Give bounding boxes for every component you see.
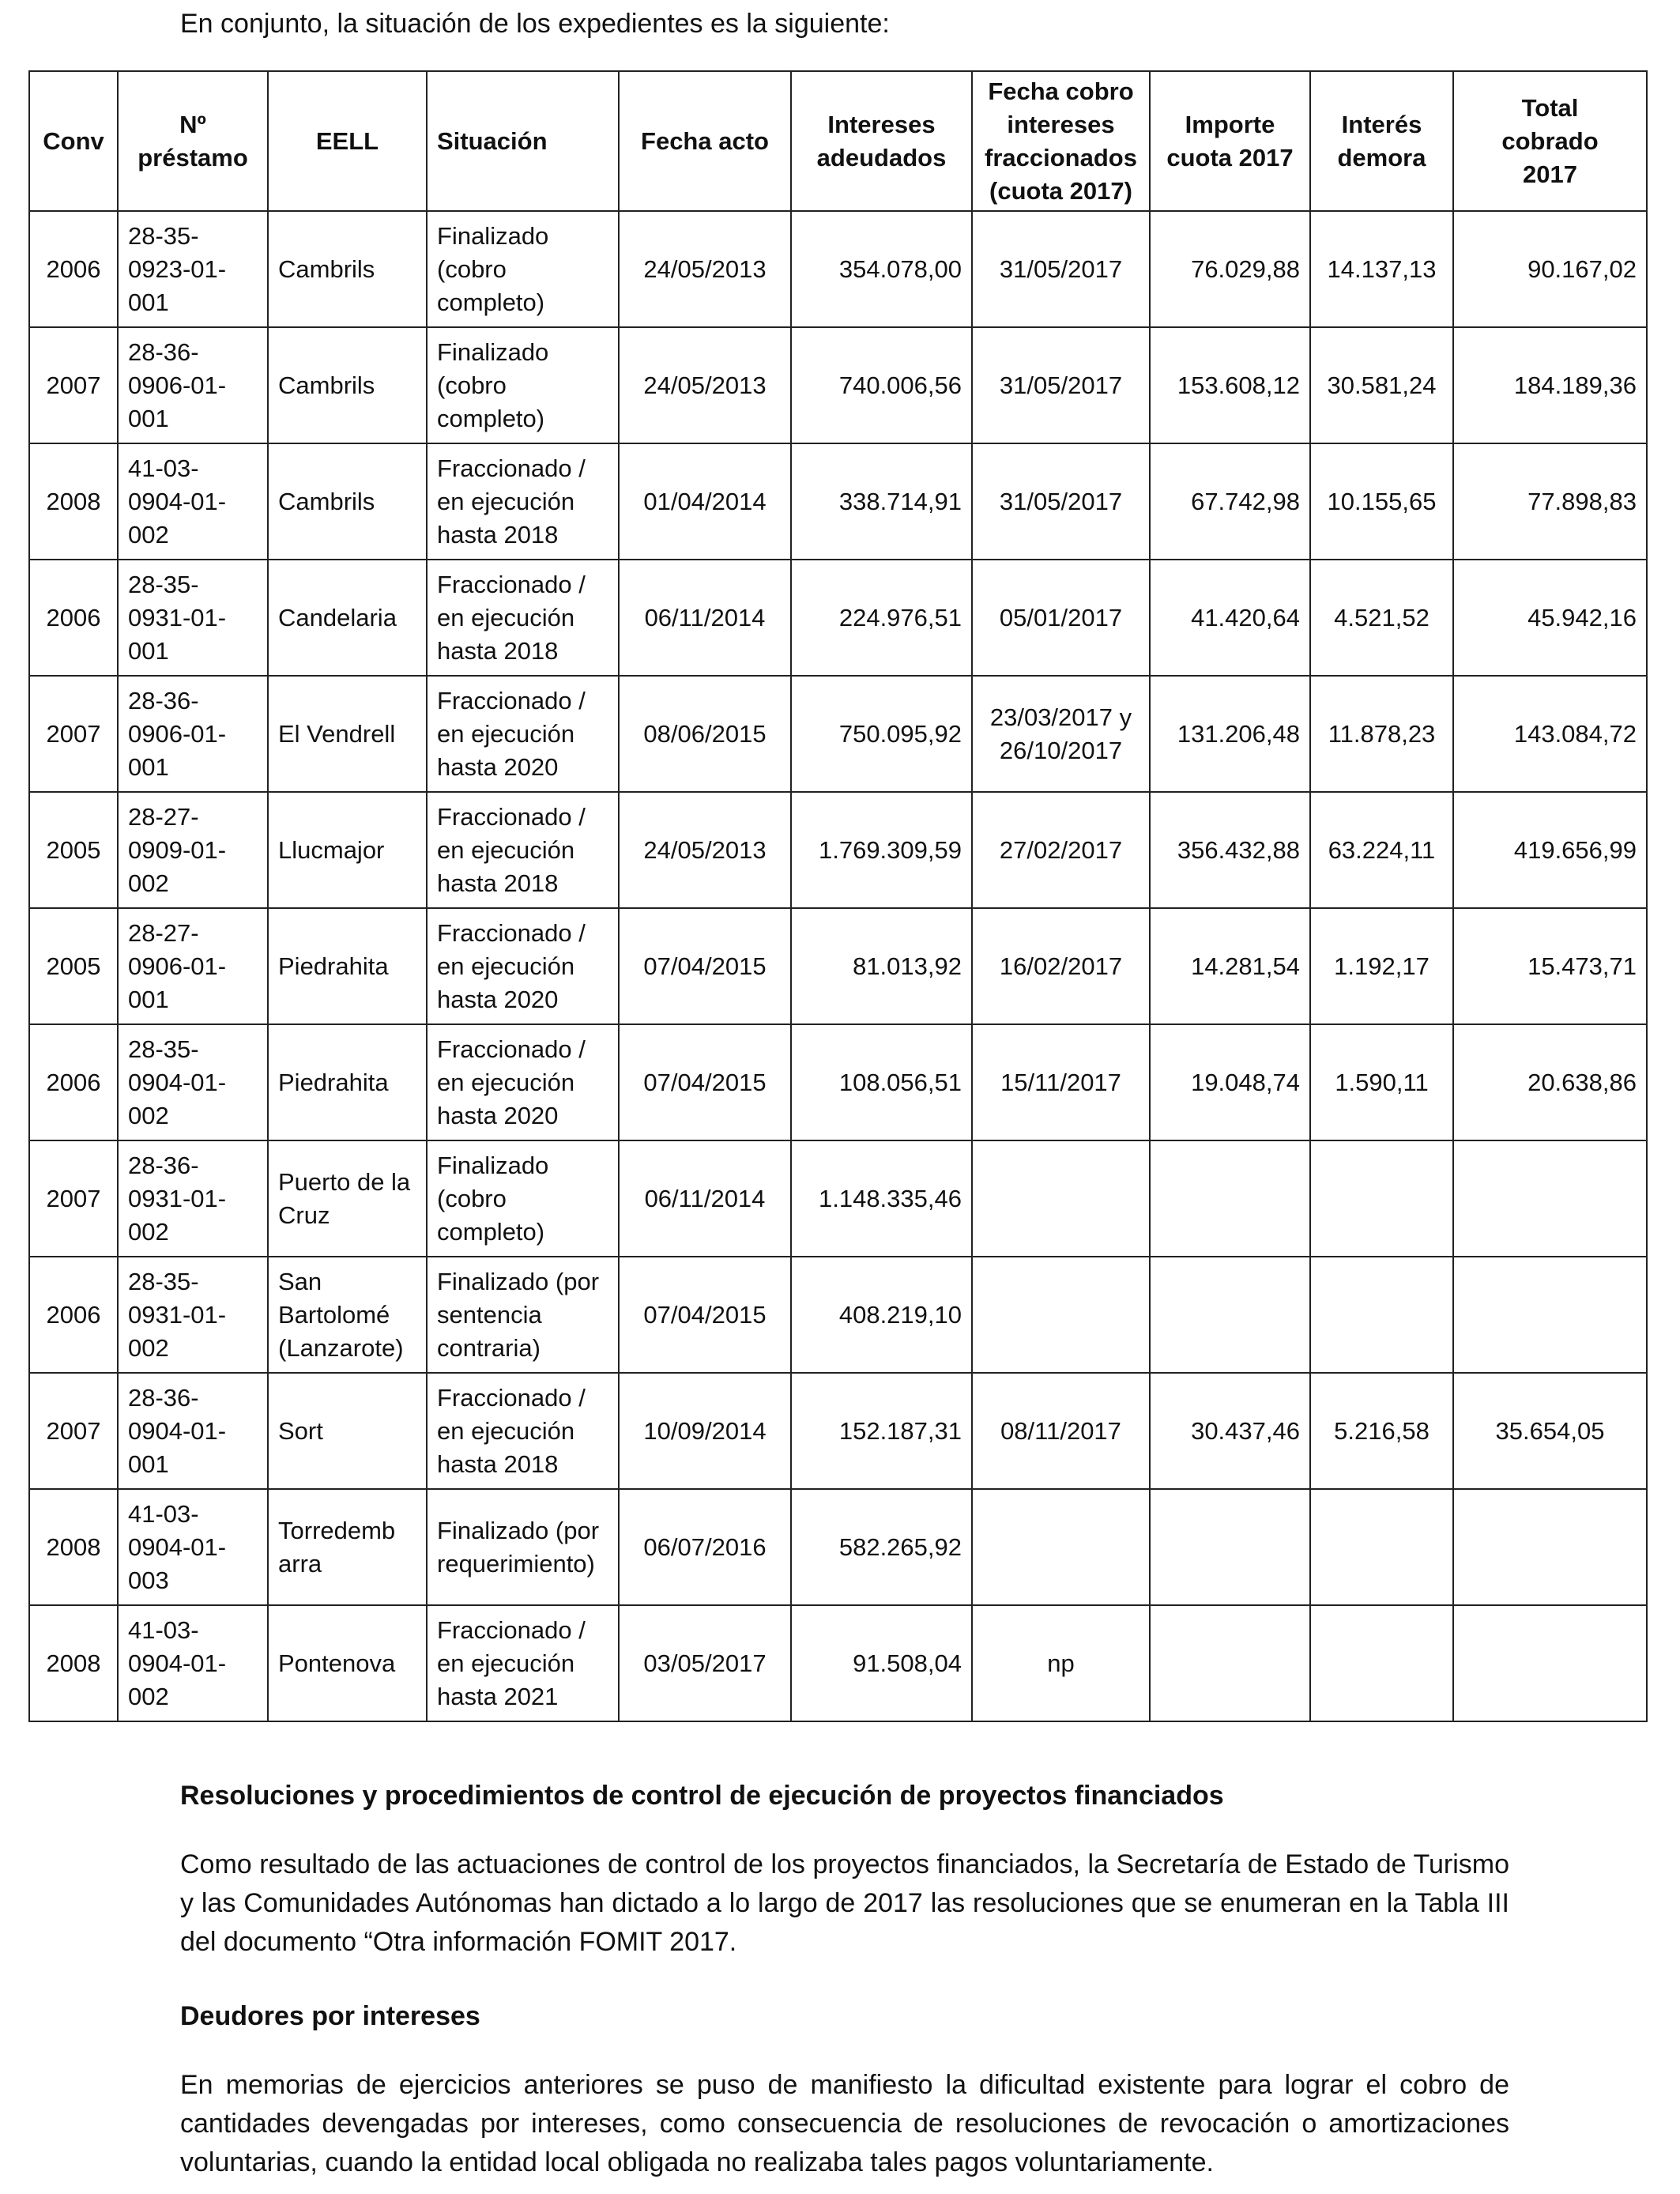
cell-importe-cuota: 30.437,46: [1150, 1373, 1310, 1489]
cell-eell: Piedrahita: [268, 908, 427, 1024]
cell-intereses-adeudados: 91.508,04: [791, 1605, 972, 1721]
cell-total-cobrado: 20.638,86: [1453, 1024, 1647, 1140]
cell-total-cobrado: 77.898,83: [1453, 443, 1647, 560]
cell-intereses-adeudados: 224.976,51: [791, 560, 972, 676]
header-eell: EELL: [268, 71, 427, 211]
cell-situacion: Finalizado (cobro completo): [427, 1140, 619, 1257]
cell-eell: Llucmajor: [268, 792, 427, 908]
table-row: [29, 1140, 1647, 1257]
cell-eell: Pontenova: [268, 1605, 427, 1721]
header-total-cobrado: Total cobrado 2017: [1453, 71, 1647, 211]
cell-fecha-cobro: 27/02/2017: [972, 792, 1150, 908]
cell-situacion: Fraccionado / en ejecución hasta 2018: [427, 560, 619, 676]
table-row: [29, 211, 1647, 327]
cell-prestamo: 41-03- 0904-01- 002: [118, 443, 268, 560]
cell-fecha-cobro: [972, 1140, 1150, 1257]
cell-fecha-acto: 07/04/2015: [619, 908, 791, 1024]
cell-prestamo: 28-27- 0909-01- 002: [118, 792, 268, 908]
cell-total-cobrado: 143.084,72: [1453, 676, 1647, 792]
cell-interes-demora: [1310, 1605, 1453, 1721]
cell-fecha-cobro: np: [972, 1605, 1150, 1721]
cell-interes-demora: 1.590,11: [1310, 1024, 1453, 1140]
cell-fecha-acto: 07/04/2015: [619, 1257, 791, 1373]
cell-fecha-acto: 07/04/2015: [619, 1024, 791, 1140]
cell-fecha-cobro: 15/11/2017: [972, 1024, 1150, 1140]
cell-conv: 2006: [29, 560, 118, 676]
cell-interes-demora: 10.155,65: [1310, 443, 1453, 560]
cell-fecha-acto: 10/09/2014: [619, 1373, 791, 1489]
table-row: [29, 1373, 1647, 1489]
cell-fecha-acto: 06/11/2014: [619, 560, 791, 676]
cell-importe-cuota: [1150, 1489, 1310, 1605]
header-situacion: Situación: [427, 71, 619, 211]
section-title-deudores: Deudores por intereses: [180, 2001, 480, 2031]
cell-intereses-adeudados: 740.006,56: [791, 327, 972, 443]
cell-fecha-cobro: 31/05/2017: [972, 327, 1150, 443]
cell-fecha-acto: 24/05/2013: [619, 327, 791, 443]
paragraph-resoluciones: Como resultado de las actuaciones de control de los proyectos financiados, la Secretaría de Estado de Turismo y las Comunidades Autónomas han dictado a lo largo de 2017 las resoluciones que se enumeran en la Tabla III del documento “Otra información FOMIT 2017.: [180, 1849, 1509, 1957]
cell-conv: 2007: [29, 327, 118, 443]
cell-prestamo: 28-36- 0906-01- 001: [118, 327, 268, 443]
table-row: [29, 327, 1647, 443]
cell-total-cobrado: 15.473,71: [1453, 908, 1647, 1024]
cell-intereses-adeudados: 338.714,91: [791, 443, 972, 560]
cell-situacion: Fraccionado / en ejecución hasta 2018: [427, 1373, 619, 1489]
cell-interes-demora: 30.581,24: [1310, 327, 1453, 443]
cell-fecha-acto: 24/05/2013: [619, 211, 791, 327]
cell-situacion: Fraccionado / en ejecución hasta 2021: [427, 1605, 619, 1721]
cell-importe-cuota: [1150, 1257, 1310, 1373]
cell-prestamo: 28-35- 0923-01- 001: [118, 211, 268, 327]
header-intereses-adeudados: Intereses adeudados: [791, 71, 972, 211]
cell-total-cobrado: 419.656,99: [1453, 792, 1647, 908]
cell-fecha-acto: 01/04/2014: [619, 443, 791, 560]
cell-importe-cuota: 41.420,64: [1150, 560, 1310, 676]
cell-prestamo: 41-03- 0904-01- 002: [118, 1605, 268, 1721]
table-row: [29, 676, 1647, 792]
table-header-row: [29, 71, 1647, 211]
cell-interes-demora: [1310, 1257, 1453, 1373]
cell-prestamo: 28-35- 0931-01- 001: [118, 560, 268, 676]
cell-intereses-adeudados: 108.056,51: [791, 1024, 972, 1140]
header-conv: Conv: [29, 71, 118, 211]
cell-conv: 2007: [29, 1373, 118, 1489]
cell-prestamo: 28-36- 0904-01- 001: [118, 1373, 268, 1489]
cell-situacion: Fraccionado / en ejecución hasta 2018: [427, 792, 619, 908]
cell-fecha-cobro: 31/05/2017: [972, 211, 1150, 327]
cell-intereses-adeudados: 354.078,00: [791, 211, 972, 327]
cell-intereses-adeudados: 408.219,10: [791, 1257, 972, 1373]
header-prestamo: Nº préstamo: [118, 71, 268, 211]
cell-situacion: Fraccionado / en ejecución hasta 2018: [427, 443, 619, 560]
cell-fecha-acto: 03/05/2017: [619, 1605, 791, 1721]
cell-situacion: Finalizado (por requerimiento): [427, 1489, 619, 1605]
cell-eell: Sort: [268, 1373, 427, 1489]
cell-total-cobrado: 184.189,36: [1453, 327, 1647, 443]
cell-interes-demora: 14.137,13: [1310, 211, 1453, 327]
cell-prestamo: 28-27- 0906-01- 001: [118, 908, 268, 1024]
cell-conv: 2008: [29, 1489, 118, 1605]
cell-eell: Piedrahita: [268, 1024, 427, 1140]
cell-fecha-acto: 06/11/2014: [619, 1140, 791, 1257]
cell-fecha-cobro: 08/11/2017: [972, 1373, 1150, 1489]
cell-eell: Torredemb arra: [268, 1489, 427, 1605]
cell-importe-cuota: [1150, 1605, 1310, 1721]
cell-interes-demora: [1310, 1489, 1453, 1605]
cell-conv: 2006: [29, 1024, 118, 1140]
cell-fecha-acto: 08/06/2015: [619, 676, 791, 792]
table-row: [29, 1024, 1647, 1140]
cell-importe-cuota: 131.206,48: [1150, 676, 1310, 792]
cell-total-cobrado: [1453, 1489, 1647, 1605]
cell-fecha-cobro: [972, 1257, 1150, 1373]
cell-importe-cuota: 76.029,88: [1150, 211, 1310, 327]
cell-eell: San Bartolomé (Lanzarote): [268, 1257, 427, 1373]
cell-intereses-adeudados: 582.265,92: [791, 1489, 972, 1605]
cell-prestamo: 28-35- 0931-01- 002: [118, 1257, 268, 1373]
cell-conv: 2005: [29, 792, 118, 908]
cell-conv: 2008: [29, 443, 118, 560]
table-row: [29, 560, 1647, 676]
table-row: [29, 908, 1647, 1024]
cell-eell: Cambrils: [268, 211, 427, 327]
cell-eell: Candelaria: [268, 560, 427, 676]
table-row: [29, 1257, 1647, 1373]
cell-situacion: Fraccionado / en ejecución hasta 2020: [427, 1024, 619, 1140]
cell-fecha-cobro: 23/03/2017 y 26/10/2017: [972, 676, 1150, 792]
cell-fecha-acto: 24/05/2013: [619, 792, 791, 908]
table-row: [29, 792, 1647, 908]
table-row: [29, 1489, 1647, 1605]
cell-eell: Puerto de la Cruz: [268, 1140, 427, 1257]
cell-total-cobrado: 35.654,05: [1453, 1373, 1647, 1489]
cell-fecha-acto: 06/07/2016: [619, 1489, 791, 1605]
cell-intereses-adeudados: 81.013,92: [791, 908, 972, 1024]
cell-interes-demora: [1310, 1140, 1453, 1257]
expedientes-table: [28, 70, 1648, 1722]
cell-interes-demora: 1.192,17: [1310, 908, 1453, 1024]
cell-fecha-cobro: 31/05/2017: [972, 443, 1150, 560]
cell-intereses-adeudados: 1.148.335,46: [791, 1140, 972, 1257]
intro-text: En conjunto, la situación de los expedientes es la siguiente:: [180, 9, 890, 39]
cell-interes-demora: 11.878,23: [1310, 676, 1453, 792]
cell-intereses-adeudados: 1.769.309,59: [791, 792, 972, 908]
cell-total-cobrado: 45.942,16: [1453, 560, 1647, 676]
table-row: [29, 443, 1647, 560]
cell-prestamo: 41-03- 0904-01- 003: [118, 1489, 268, 1605]
cell-interes-demora: 5.216,58: [1310, 1373, 1453, 1489]
cell-prestamo: 28-36- 0931-01- 002: [118, 1140, 268, 1257]
cell-situacion: Fraccionado / en ejecución hasta 2020: [427, 676, 619, 792]
header-importe-cuota: Importe cuota 2017: [1150, 71, 1310, 211]
cell-total-cobrado: [1453, 1257, 1647, 1373]
cell-prestamo: 28-36- 0906-01- 001: [118, 676, 268, 792]
cell-total-cobrado: [1453, 1140, 1647, 1257]
cell-importe-cuota: 19.048,74: [1150, 1024, 1310, 1140]
cell-situacion: Finalizado (cobro completo): [427, 211, 619, 327]
section-title-resoluciones: Resoluciones y procedimientos de control de ejecución de proyectos financiados: [180, 1781, 1224, 1811]
cell-interes-demora: 4.521,52: [1310, 560, 1453, 676]
cell-situacion: Finalizado (por sentencia contraria): [427, 1257, 619, 1373]
cell-total-cobrado: 90.167,02: [1453, 211, 1647, 327]
cell-importe-cuota: [1150, 1140, 1310, 1257]
cell-situacion: Fraccionado / en ejecución hasta 2020: [427, 908, 619, 1024]
header-interes-demora: Interés demora: [1310, 71, 1453, 211]
cell-importe-cuota: 153.608,12: [1150, 327, 1310, 443]
cell-importe-cuota: 14.281,54: [1150, 908, 1310, 1024]
cell-importe-cuota: 67.742,98: [1150, 443, 1310, 560]
cell-intereses-adeudados: 750.095,92: [791, 676, 972, 792]
cell-conv: 2007: [29, 676, 118, 792]
cell-conv: 2008: [29, 1605, 118, 1721]
cell-conv: 2006: [29, 1257, 118, 1373]
cell-conv: 2006: [29, 211, 118, 327]
cell-importe-cuota: 356.432,88: [1150, 792, 1310, 908]
cell-intereses-adeudados: 152.187,31: [791, 1373, 972, 1489]
header-fecha-acto: Fecha acto: [619, 71, 791, 211]
cell-interes-demora: 63.224,11: [1310, 792, 1453, 908]
cell-total-cobrado: [1453, 1605, 1647, 1721]
cell-eell: Cambrils: [268, 443, 427, 560]
cell-eell: Cambrils: [268, 327, 427, 443]
table-row: [29, 1605, 1647, 1721]
header-fecha-cobro: Fecha cobro intereses fraccionados (cuota 2017): [972, 71, 1150, 211]
paragraph-deudores: En memorias de ejercicios anteriores se puso de manifiesto la dificultad existente para lograr el cobro de cantidades devengadas por intereses, como consecuencia de resoluciones de revocación o amortizaciones voluntarias, cuando la entidad local obligada no realizaba tales pagos voluntariamente.: [180, 2070, 1509, 2177]
cell-fecha-cobro: 05/01/2017: [972, 560, 1150, 676]
cell-situacion: Finalizado (cobro completo): [427, 327, 619, 443]
cell-fecha-cobro: [972, 1489, 1150, 1605]
cell-conv: 2005: [29, 908, 118, 1024]
cell-eell: El Vendrell: [268, 676, 427, 792]
cell-fecha-cobro: 16/02/2017: [972, 908, 1150, 1024]
cell-conv: 2007: [29, 1140, 118, 1257]
cell-prestamo: 28-35- 0904-01- 002: [118, 1024, 268, 1140]
